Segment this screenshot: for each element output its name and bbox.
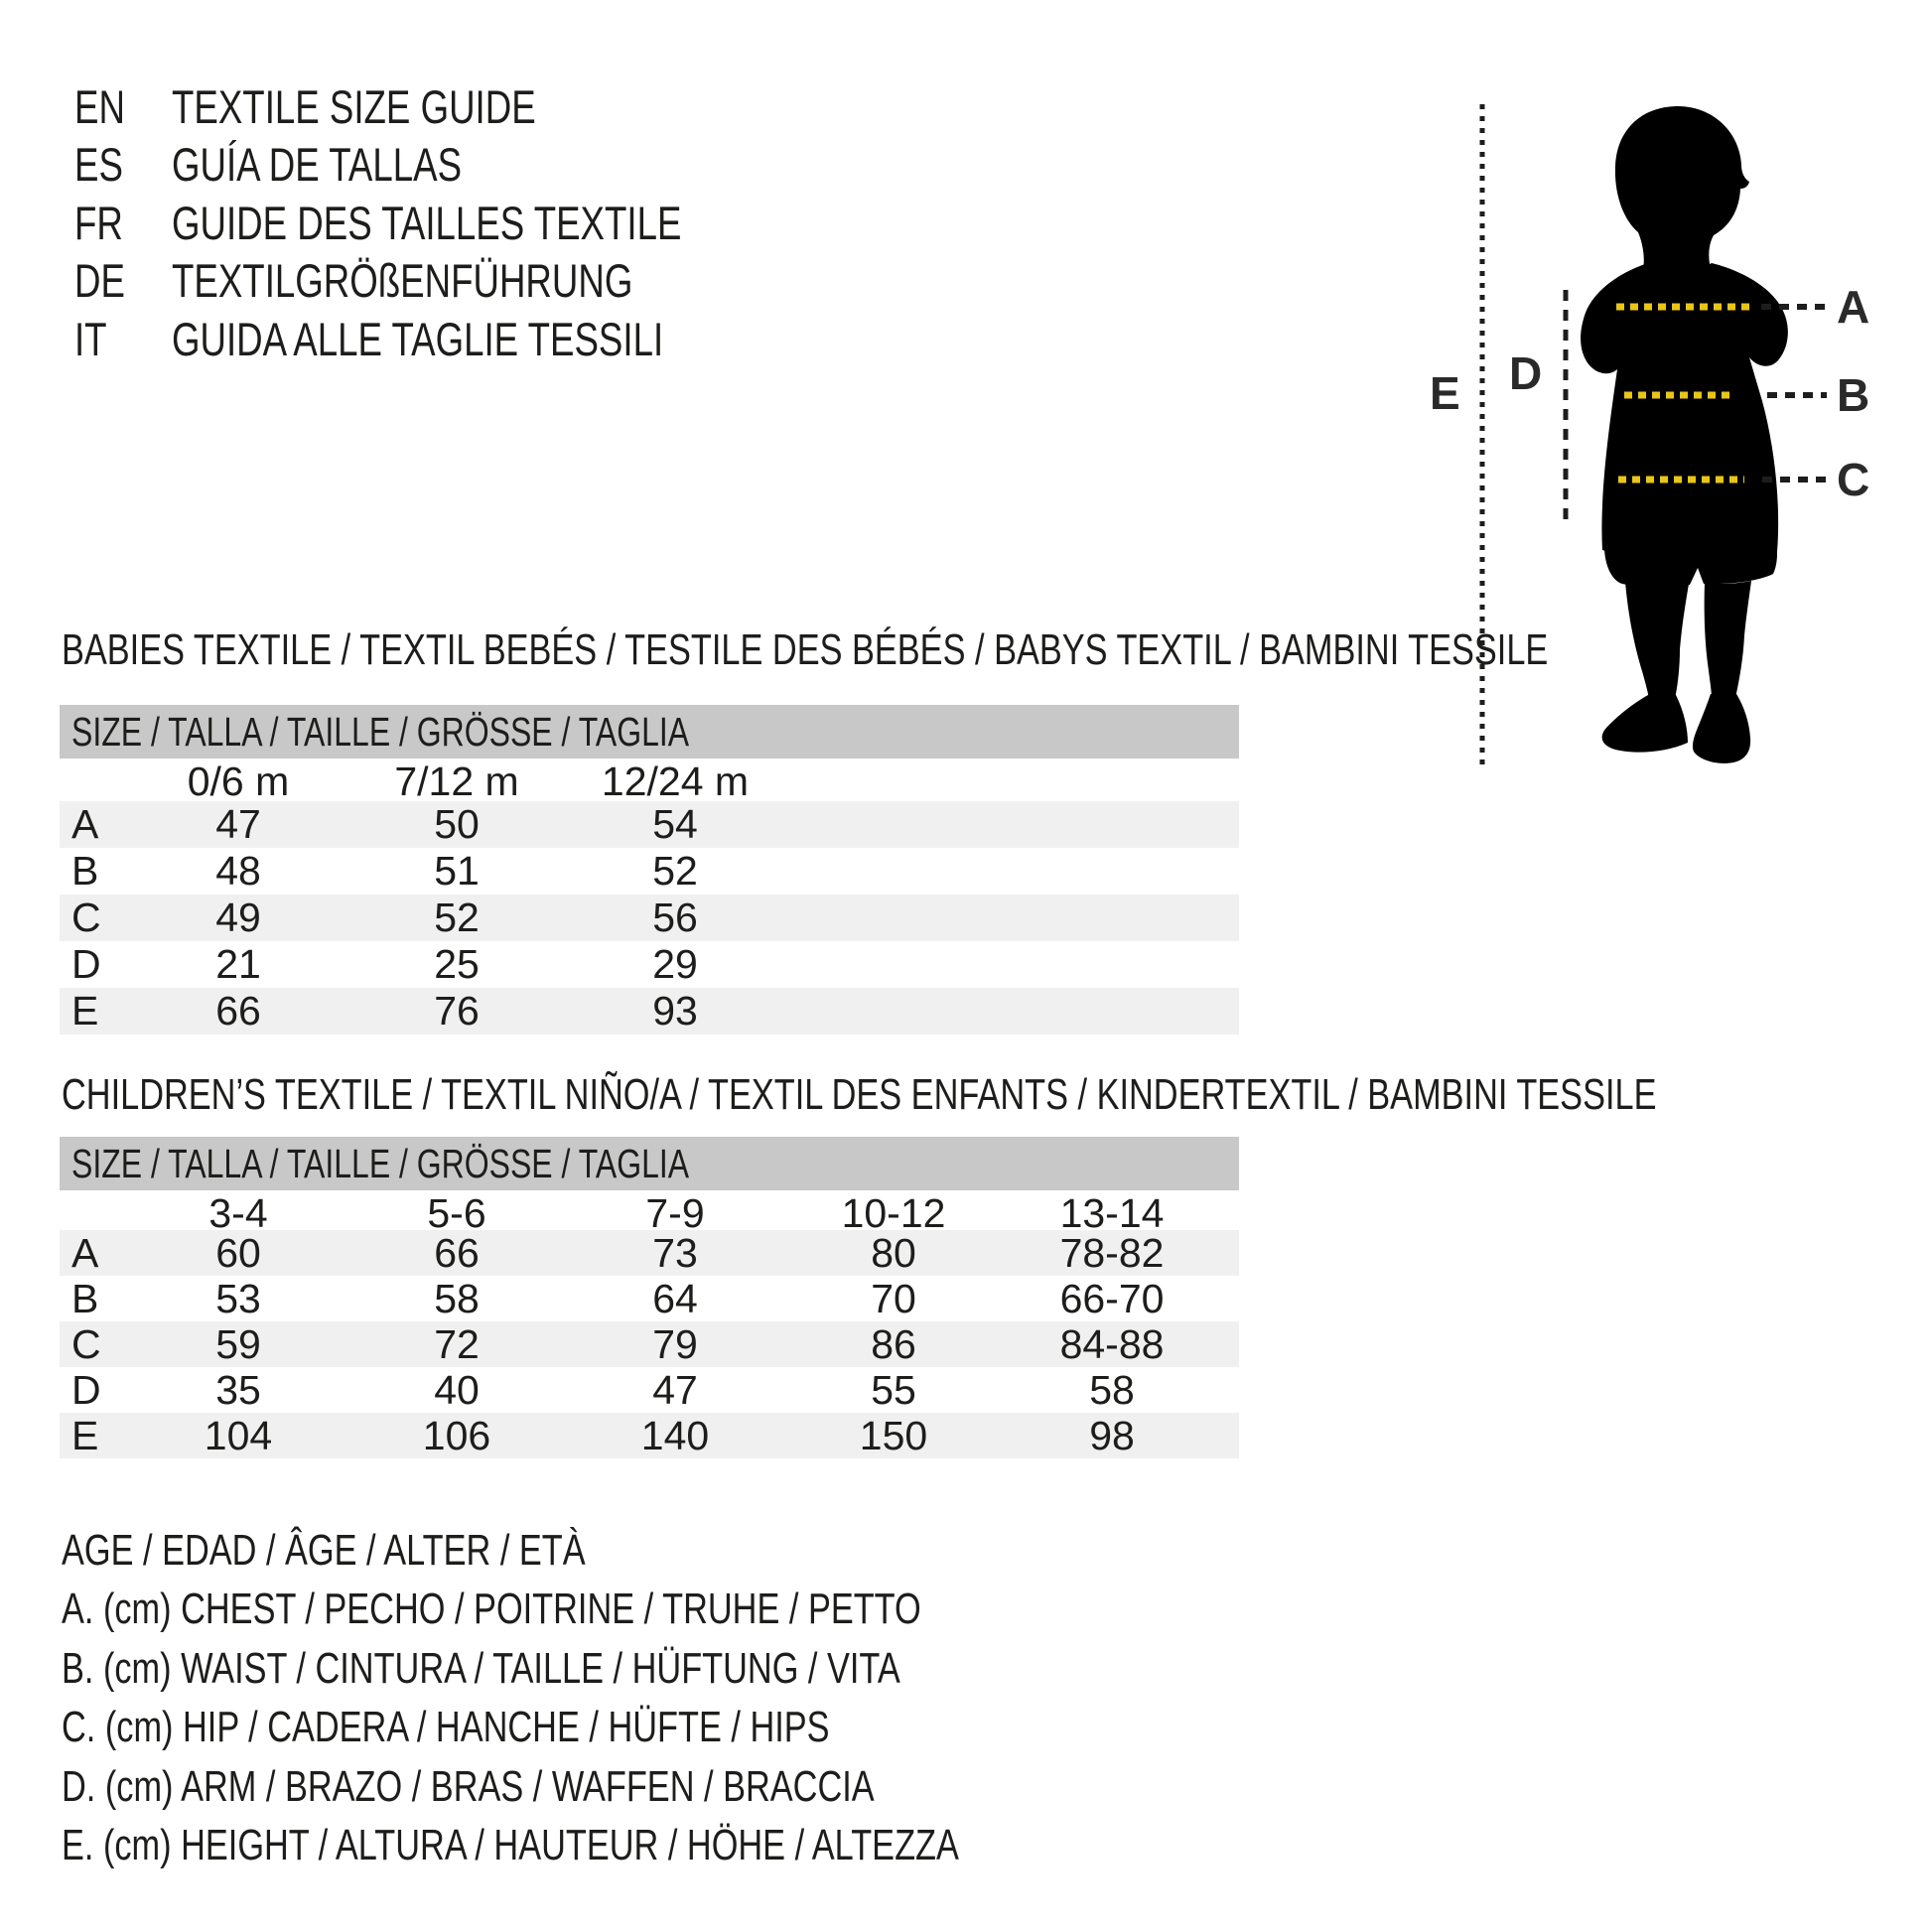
babies-row-d-val-0: 21	[215, 941, 261, 987]
lang-line-en	[74, 77, 638, 135]
babies-row-c	[60, 895, 1239, 941]
children-row-c-val-2: 79	[652, 1321, 698, 1367]
children-row-a-val-4: 78-82	[1059, 1230, 1165, 1276]
silhouette-left-shoe	[1602, 695, 1688, 753]
lang-title-de: TEXTILGRÖßENFÜHRUNG	[172, 253, 633, 307]
measurement-figure	[1420, 55, 1896, 794]
children-row-e-label: E	[71, 1413, 99, 1458]
babies-row-d-label: D	[71, 941, 101, 987]
lang-line-es	[74, 135, 543, 193]
babies-row-a	[60, 801, 1239, 848]
babies-column-header-row	[60, 759, 1239, 804]
children-row-c-label: C	[71, 1321, 101, 1367]
children-row-e-val-4: 98	[1089, 1413, 1135, 1458]
children-row-d-val-4: 58	[1089, 1367, 1135, 1413]
lang-code-es: ES	[74, 137, 123, 191]
children-row-b-val-1: 58	[434, 1276, 480, 1321]
children-colheader-0: 3-4	[208, 1190, 268, 1236]
children-row-d-val-3: 55	[871, 1367, 916, 1413]
babies-row-c-label: C	[71, 895, 101, 940]
children-row-b-val-3: 70	[871, 1276, 916, 1321]
babies-row-e-val-0: 66	[215, 988, 261, 1034]
children-colheader-1: 5-6	[427, 1190, 486, 1236]
children-row-e-val-3: 150	[859, 1413, 928, 1458]
lang-line-fr	[74, 194, 825, 251]
legend-item-waist-text: B. (cm) WAIST / CINTURA / TAILLE / HÜFTUNG / VITA	[62, 1644, 900, 1693]
children-row-a-val-1: 66	[434, 1230, 480, 1276]
children-size-table	[60, 1137, 1239, 1458]
legend-item-height	[62, 1819, 1212, 1872]
children-row-b	[60, 1276, 1239, 1321]
lang-title-es: GUÍA DE TALLAS	[172, 137, 463, 191]
babies-row-e	[60, 988, 1239, 1035]
babies-row-e-val-1: 76	[434, 988, 480, 1034]
silhouette-shorts	[1604, 541, 1777, 588]
children-section-title-text: CHILDREN’S TEXTILE / TEXTIL NIÑO/A / TEXTIL DES ENFANTS / KINDERTEXTIL / BAMBINI TESSILE	[62, 1070, 1657, 1119]
babies-row-b-val-0: 48	[215, 848, 261, 894]
children-colheader-3: 10-12	[841, 1190, 946, 1236]
lang-title-fr: GUIDE DES TAILLES TEXTILE	[172, 196, 682, 249]
legend-item-hip-text: C. (cm) HIP / CADERA / HANCHE / HÜFTE / HIPS	[62, 1703, 830, 1751]
babies-row-a-val-2: 54	[652, 801, 698, 847]
children-row-e-val-2: 140	[640, 1413, 710, 1458]
babies-row-e-val-2: 93	[652, 988, 698, 1034]
lang-title-it: GUIDA ALLE TAGLIE TESSILI	[172, 312, 664, 365]
children-row-e-val-1: 106	[422, 1413, 491, 1458]
babies-row-b-val-2: 52	[652, 848, 698, 894]
babies-size-header-bar	[60, 705, 1239, 759]
babies-row-a-label: A	[71, 801, 99, 847]
babies-row-c-val-2: 56	[652, 895, 698, 940]
lang-code-en: EN	[74, 79, 125, 133]
legend-item-hip	[62, 1701, 1046, 1754]
children-row-c-val-3: 86	[871, 1321, 916, 1367]
figure-label-a: A	[1837, 281, 1870, 333]
babies-row-d-val-1: 25	[434, 941, 480, 987]
children-row-a	[60, 1230, 1239, 1276]
babies-row-d-val-2: 29	[652, 941, 698, 987]
children-size-header-text: SIZE / TALLA / TAILLE / GRÖSSE / TAGLIA	[71, 1140, 690, 1186]
children-row-c-val-1: 72	[434, 1321, 480, 1367]
legend-item-arm	[62, 1760, 1104, 1814]
lang-line-it	[74, 310, 802, 367]
babies-row-b	[60, 848, 1239, 895]
lang-code-it: IT	[74, 312, 107, 365]
babies-colheader-0: 0/6 m	[187, 759, 290, 804]
legend-item-arm-text: D. (cm) ARM / BRAZO / BRAS / WAFFEN / BRACCIA	[62, 1762, 875, 1811]
children-row-d-val-2: 47	[652, 1367, 698, 1413]
babies-row-e-label: E	[71, 988, 99, 1034]
children-row-a-label: A	[71, 1230, 99, 1276]
children-row-e-val-0: 104	[204, 1413, 273, 1458]
legend-item-chest	[62, 1583, 1164, 1636]
children-row-e	[60, 1413, 1239, 1458]
children-row-d-val-0: 35	[215, 1367, 261, 1413]
figure-label-c: C	[1837, 454, 1870, 505]
babies-row-c-val-0: 49	[215, 895, 261, 940]
children-row-c	[60, 1321, 1239, 1367]
lang-code-fr: FR	[74, 196, 123, 249]
silhouette-torso	[1581, 263, 1788, 562]
babies-colheader-2: 12/24 m	[601, 759, 750, 804]
figure-label-e: E	[1430, 367, 1460, 419]
children-section-title	[62, 1072, 1932, 1118]
legend-item-waist	[62, 1642, 1137, 1696]
children-row-b-val-4: 66-70	[1059, 1276, 1165, 1321]
babies-size-header-text: SIZE / TALLA / TAILLE / GRÖSSE / TAGLIA	[71, 708, 690, 755]
children-colheader-4: 13-14	[1059, 1190, 1165, 1236]
babies-size-table	[60, 705, 1239, 1035]
babies-section-title-text: BABIES TEXTILE / TEXTIL BEBÉS / TESTILE DES BÉBÉS / BABYS TEXTIL / BAMBINI TESSILE	[62, 625, 1549, 674]
children-column-header-row	[60, 1190, 1239, 1236]
lang-code-de: DE	[74, 253, 125, 307]
babies-section-title	[62, 627, 1932, 673]
figure-label-b: B	[1837, 369, 1870, 421]
children-row-b-val-2: 64	[652, 1276, 698, 1321]
children-row-b-val-0: 53	[215, 1276, 261, 1321]
babies-row-b-val-1: 51	[434, 848, 480, 894]
babies-row-c-val-1: 52	[434, 895, 480, 940]
silhouette-right-shoe	[1693, 694, 1750, 763]
legend-age-line	[62, 1524, 733, 1578]
children-colheader-2: 7-9	[645, 1190, 705, 1236]
children-row-a-val-2: 73	[652, 1230, 698, 1276]
children-row-b-label: B	[71, 1276, 99, 1321]
legend-item-height-text: E. (cm) HEIGHT / ALTURA / HAUTEUR / HÖHE / ALTEZZA	[62, 1821, 959, 1869]
babies-row-a-val-1: 50	[434, 801, 480, 847]
babies-row-a-val-0: 47	[215, 801, 261, 847]
children-row-a-val-3: 80	[871, 1230, 916, 1276]
children-size-header-bar	[60, 1137, 1239, 1190]
figure-label-d: D	[1509, 347, 1543, 399]
children-row-d-label: D	[71, 1367, 101, 1413]
children-row-d	[60, 1367, 1239, 1413]
lang-line-de	[74, 251, 762, 309]
children-row-c-val-0: 59	[215, 1321, 261, 1367]
silhouette-head	[1615, 106, 1749, 277]
babies-row-b-label: B	[71, 848, 99, 894]
children-row-c-val-4: 84-88	[1059, 1321, 1165, 1367]
children-row-d-val-1: 40	[434, 1367, 480, 1413]
babies-colheader-1: 7/12 m	[394, 759, 519, 804]
legend-age-text: AGE / EDAD / ÂGE / ALTER / ETÀ	[62, 1526, 586, 1575]
children-row-a-val-0: 60	[215, 1230, 261, 1276]
babies-row-d	[60, 941, 1239, 988]
lang-title-en: TEXTILE SIZE GUIDE	[172, 79, 536, 133]
legend-item-chest-text: A. (cm) CHEST / PECHO / POITRINE / TRUHE / PETTO	[62, 1585, 921, 1633]
